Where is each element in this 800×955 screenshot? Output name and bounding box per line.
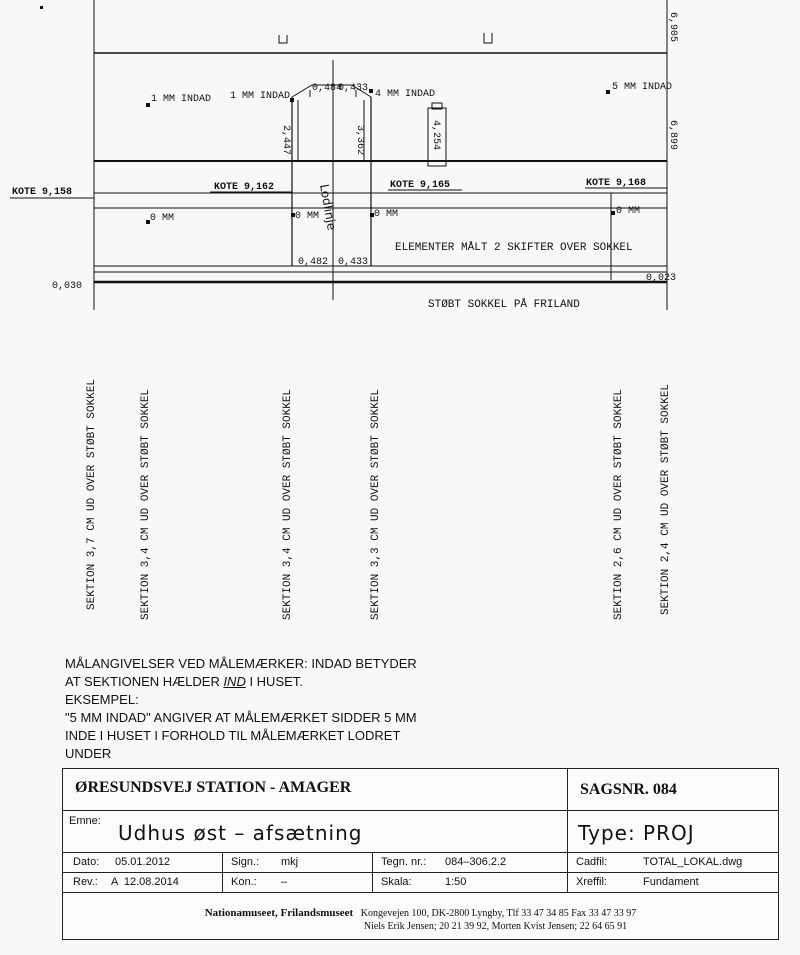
mark-label-1: 1 MM INDAD: [151, 94, 212, 105]
note-line-2c: I HUSET.: [245, 674, 303, 689]
dim-4254: 4,254: [430, 120, 441, 151]
section-label-4: SEKTION 3,3 CM UD OVER STØBT SOKKEL: [370, 388, 382, 620]
note-line-1: MÅLANGIVELSER VED MÅLEMÆRKER: INDAD BETYDER: [65, 656, 417, 671]
footer-line-1: [63, 907, 778, 920]
zero-label-2: 0 MM: [295, 211, 320, 222]
kote-3: KOTE 9,165: [390, 180, 451, 191]
note-line-2: [65, 673, 525, 691]
mark-point-3: [369, 89, 373, 93]
kon-cell: [223, 873, 373, 893]
elementer-note: ELEMENTER MÅLT 2 SKIFTER OVER SOKKEL: [395, 242, 633, 254]
sagsnr-cell: [568, 769, 778, 811]
footer: [63, 907, 778, 933]
org-name: Nationamuseet, Frilandsmuseet: [204, 907, 354, 919]
cadfil-label: Cadfil:: [576, 856, 608, 868]
xreffil-value: Fundament: [643, 876, 699, 888]
xreffil-label: Xreffil:: [576, 876, 607, 888]
kon-value: –: [281, 876, 288, 888]
dim-3362: 3,362: [354, 125, 365, 156]
title-block: [62, 768, 779, 940]
section-label-6: SEKTION 2,4 CM UD OVER STØBT SOKKEL: [660, 383, 672, 615]
sokkel-note: STØBT SOKKEL PÅ FRILAND: [428, 299, 580, 311]
section-label-5: SEKTION 2,6 CM UD OVER STØBT SOKKEL: [613, 388, 625, 620]
mark-label-2: 1 MM INDAD: [230, 91, 291, 102]
emne-cell: [63, 811, 568, 853]
kote-1: KOTE 9,158: [12, 187, 73, 198]
skala-value: 1:50: [445, 876, 467, 888]
note-ind: IND: [223, 674, 246, 689]
sign-value: mkj: [281, 856, 299, 868]
tegn-cell: [373, 853, 568, 873]
mark-point-1: [146, 103, 150, 107]
org-contacts: Niels Erik Jensen; 20 21 39 92, Morten Kvist Jensen; 22 64 65 91: [363, 921, 628, 932]
tegn-value: 084–306.2.2: [445, 856, 507, 868]
sagsnr: SAGSNR. 084: [580, 781, 677, 798]
type-value: Type: PROJ: [578, 821, 695, 845]
mark-point-4: [606, 90, 610, 94]
note-line-4: "5 MM INDAD" ANGIVER AT MÅLEMÆRKET SIDDER 5 MM: [65, 710, 417, 725]
rev-label: Rev.:: [73, 876, 98, 888]
dim-0030: 0,030: [52, 281, 83, 292]
emne-value: Udhus øst – afsætning: [118, 821, 363, 845]
measurement-notes: [65, 655, 525, 763]
kote-2: KOTE 9,162: [214, 182, 275, 193]
section-label-3: SEKTION 3,4 CM UD OVER STØBT SOKKEL: [282, 388, 294, 620]
dim-0433: 0,433: [338, 83, 369, 94]
dim-0484: 0,484: [312, 83, 343, 94]
section-label-2: SEKTION 3,4 CM UD OVER STØBT SOKKEL: [140, 388, 152, 620]
cadfil-value: TOTAL_LOKAL.dwg: [643, 856, 743, 868]
skala-label: Skala:: [381, 876, 412, 888]
lodlinje-label: Lodlinje: [317, 183, 339, 232]
dato-value: 05.01.2012: [115, 856, 171, 868]
mark-label-4: 5 MM INDAD: [612, 82, 673, 93]
cadfil-cell: [568, 853, 778, 873]
note-line-6: UNDER: [65, 746, 112, 761]
kon-label: Kon.:: [231, 876, 257, 888]
section-label-1: SEKTION 3,7 CM UD OVER STØBT SOKKEL: [86, 378, 98, 610]
dato-label: Dato:: [73, 856, 100, 868]
dim-6899: 6,899: [667, 120, 678, 151]
kote-4: KOTE 9,168: [586, 178, 647, 189]
project-cell: [63, 769, 568, 811]
rev-cell: [63, 873, 223, 893]
xreffil-cell: [568, 873, 778, 893]
dim-0433-bottom: 0,433: [338, 257, 369, 268]
note-line-3: EKSEMPEL:: [65, 692, 139, 707]
org-address: Kongevejen 100, DK-2800 Lyngby, Tlf 33 47 34 85 Fax 33 47 33 97: [360, 908, 637, 919]
dim-0023: 0,023: [646, 273, 677, 284]
dim-0482-bottom: 0,482: [298, 257, 329, 268]
mark-label-3: 4 MM INDAD: [375, 89, 436, 100]
project-title: ØRESUNDSVEJ STATION - AMAGER: [75, 779, 352, 796]
note-line-5: INDE I HUSET I FORHOLD TIL MÅLEMÆRKET LODRET: [65, 728, 401, 743]
skala-cell: [373, 873, 568, 893]
sign-cell: [223, 853, 373, 873]
note-line-2a: AT SEKTIONEN HÆLDER: [65, 674, 224, 689]
rev-value: A 12.08.2014: [111, 876, 179, 888]
emne-label: Emne:: [69, 815, 101, 827]
tegn-label: Tegn. nr.:: [381, 856, 427, 868]
dim-2447: 2,447: [280, 125, 291, 156]
zero-label-3: 0 MM: [374, 209, 399, 220]
sign-label: Sign.:: [231, 856, 260, 868]
mark-point-2: [290, 98, 294, 102]
dim-6905: 6,905: [667, 12, 678, 43]
zero-label-4: 0 MM: [616, 206, 641, 217]
dato-cell: [63, 853, 223, 873]
zero-label-1: 0 MM: [150, 213, 175, 224]
type-cell: [568, 811, 778, 853]
